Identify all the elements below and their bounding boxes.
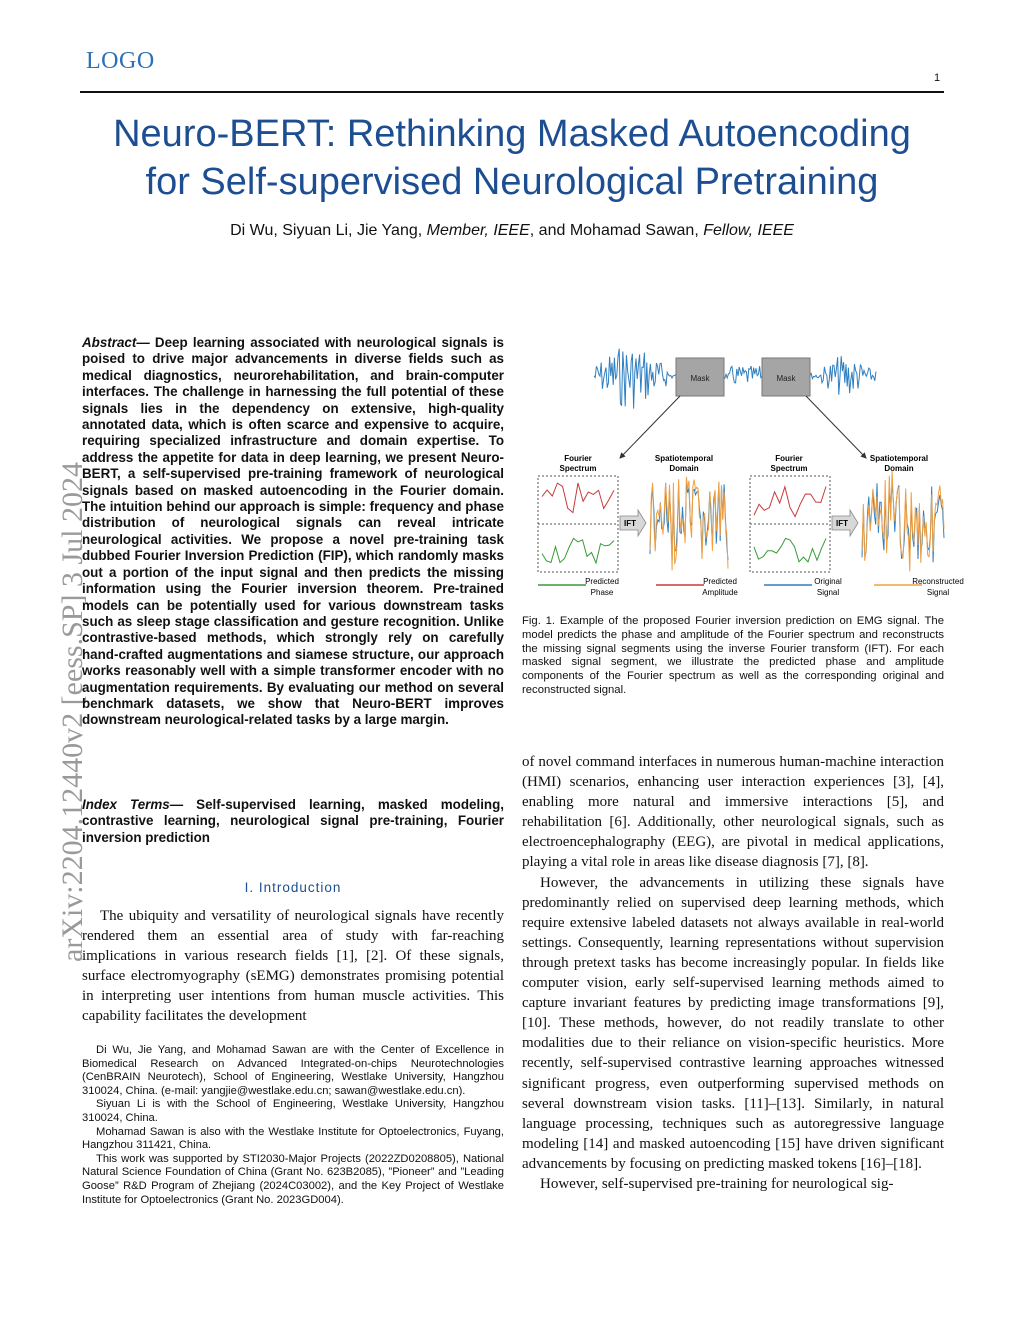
affiliation-footnote (82, 1044, 504, 1207)
right-column-body (522, 752, 944, 1194)
index-terms-text: — Self-supervised learning, masked modeling, contrastive learning, neurological signal pre-training, Fourier inversion prediction (82, 797, 504, 845)
footnote-para-2: Siyuan Li is with the School of Engineering, Westlake University, Hangzhou 310024, China. (82, 1098, 504, 1124)
legend-label-2-line2: Signal (816, 588, 840, 597)
author-list (60, 222, 964, 240)
phase-trace-2 (754, 538, 826, 562)
authors-role-2: Fellow, IEEE (703, 222, 794, 239)
footnote-para-3: Mohamad Sawan is also with the Westlake Institute for Optoelectronics, Fuyang, Hangzhou 311421, China. (82, 1125, 504, 1152)
phase-trace-1 (542, 538, 614, 563)
arrow-mask1-left (620, 396, 680, 458)
intro-paragraph: The ubiquity and versatility of neurological signals have recently rendered them an essential area of study with far-reaching implications in various research fields [1], [2]. Of these signals, surface electromyography (sEMG) demonstrates promising potential in interpreting user intentions from human muscle activities. This capability facilitates the development (82, 908, 504, 1025)
legend-label-1-line2: Amplitude (702, 588, 738, 597)
legend-label-0-line2: Phase (590, 588, 614, 597)
section-heading: I. Introduction (244, 880, 342, 895)
mask-label-1: Mask (690, 374, 710, 383)
arxiv-stamp-text: arXiv:2204.12440v2 [eess.SP] 3 Jul 2024 (56, 462, 89, 962)
authors-part-1: Di Wu, Siyuan Li, Jie Yang, (230, 222, 427, 239)
legend-label-2-line1: Original (814, 577, 842, 586)
index-terms-label: Index Terms (82, 797, 170, 812)
heading-fourier-1a: Fourier (564, 454, 592, 463)
heading-fourier-2a: Fourier (775, 454, 803, 463)
title-line-1: Neuro-BERT: Rethinking Masked Autoencoding (113, 113, 911, 155)
logo: LOGO (86, 48, 155, 74)
ift-label-2: IFT (836, 519, 848, 528)
heading-fourier-2b: Spectrum (770, 464, 808, 473)
title-line-2: for Self-supervised Neurological Pretraining (145, 161, 879, 203)
index-terms (82, 797, 504, 846)
abstract-text: — Deep learning associated with neurological signals is poised to drive major advancements in diverse fields such as medical diagnostics, neurorehabilitation, and brain-computer interfaces. The challenge in harnessing the full potential of these signals lies in the dependency on extensive, high-quality annotated data, which is often scarce and expensive to acquire, requiring specialized infrastructure and domain expertise. To address the appetite for data in deep learning, we present Neuro-BERT, a self-supervised pre-training framework of neurological signals based on masked autoencoding in the Fourier domain. The intuition behind our approach is simple: frequency and phase distribution of neurological signals can reveal intricate neurological activities. We propose a novel pre-training task dubbed Fourier Inversion Prediction (FIP), which randomly masks out a portion of the input signal and then predicts the missing information using the Fourier inversion theorem. Pre-trained models can be potentially used for various downstream tasks such as sleep stage classification and gesture recognition. Unlike contrastive-based methods, which strongly rely on carefully hand-crafted augmentations and siamese structure, our approach works reasonably well with a simple transformer encoder with no augmentation requirements. By evaluating our method on several benchmark datasets, we show that Neuro-BERT improves downstream neurological-related tasks by a large margin. (82, 335, 504, 728)
authors-role-1: Member, IEEE (426, 222, 530, 239)
amplitude-trace-1 (542, 483, 614, 513)
heading-spatio-1a: Spatiotemporal (654, 454, 714, 463)
page-number: 1 (934, 72, 941, 84)
arrow-mask2-right (806, 396, 866, 458)
heading-spatio-2a: Spatiotemporal (869, 454, 929, 463)
heading-spatio-1b: Domain (669, 464, 699, 473)
right-para-1: of novel command interfaces in numerous human-machine interaction (HMI) scenarios, enhancing user interaction experiences [3], [4], enabling more natural and immersive interactions [5], and rehabilitation [6]. Additionally, other neurological signals, such as electroencephalography (EEG), are pivotal in medical applications, playing a vital role in areas like disease diagnosis [7], [8]. (522, 754, 944, 871)
legend-label-3-line1: Reconstructed (912, 577, 964, 586)
figure-1-diagram (520, 318, 964, 608)
abstract-label: Abstract (82, 335, 137, 350)
figure-legend (538, 577, 964, 597)
legend-label-3-line2: Signal (926, 588, 950, 597)
figure-caption: Fig. 1. Example of the proposed Fourier inversion prediction on EMG signal. The model predicts the phase and amplitude of the Fourier spectrum and reconstructs the missing signal segments using the inverse Fourier transform (IFT). For each masked signal segment, we illustrate the predicted phase and amplitude components of the Fourier spectrum as well as the corresponding original and reconstructed signal. (522, 615, 944, 696)
figure-1 (520, 318, 964, 608)
legend-label-0-line1: Predicted (585, 577, 619, 586)
mask-label-2: Mask (776, 374, 796, 383)
legend-label-1-line1: Predicted (703, 577, 737, 586)
header-rule (80, 91, 944, 93)
amplitude-trace-2 (754, 487, 826, 517)
reconstructed-signal-trace-2 (862, 471, 944, 572)
abstract (82, 335, 504, 729)
footnote-para-1: Di Wu, Jie Yang, and Mohamad Sawan are with the Center of Excellence in Biomedical Research on Advanced Integrated-on-chips Neurotechnologies (CenBRAIN Neurotech), School of Engineering, Westlake University, Hangzhou 310024, China. (e-mail: yangjie@westlake.edu.cn; sawan@westlake.edu.cn). (82, 1044, 504, 1097)
footnote-para-4: This work was supported by STI2030-Major Projects (2022ZD0208805), National Natural Science Foundation of China (Grant No. 623B2085), ”Pioneer” and ”Leading Goose” R&D Program of Zhejiang (2024C03002), and the Key Project of Westlake Institute for Optoelectronics (Grant No. 2023GD004). (82, 1152, 504, 1206)
emg-signal-trace (594, 349, 876, 409)
heading-fourier-1b: Spectrum (559, 464, 597, 473)
authors-part-2: , and Mohamad Sawan, (529, 222, 704, 239)
reconstructed-signal-trace-1 (650, 477, 728, 570)
right-para-3: However, self-supervised pre-training for neurological sig- (540, 1175, 894, 1192)
ift-label-1: IFT (624, 519, 636, 528)
paper-title (60, 110, 964, 206)
heading-spatio-2b: Domain (884, 464, 914, 473)
right-para-2: However, the advancements in utilizing these signals have predominantly relied on supervised deep learning methods, which require extensive labeled datasets not always available in real-world settings. Consequently, learning representations without supervision through pretext tasks has become increasingly popular. In fields like computer vision, early self-supervised learning methods aimed to capture invariant features by predicting image transformations [9], [10]. These methods, however, do not readily translate to other modalities due to their reliance on vision-specific heuristics. More recently, self-supervised contrastive learning approaches witnessed significant progress, even outperforming supervised methods on several downstream vision tasks. [11]–[13]. Similarly, in natural language processing, techniques such as autoregressive language modeling [14] and masked autoencoding [15] have driven significant advancements by focusing on predicting masked tokens [16]–[18]. (522, 874, 944, 1172)
arxiv-stamp (8, 366, 89, 966)
